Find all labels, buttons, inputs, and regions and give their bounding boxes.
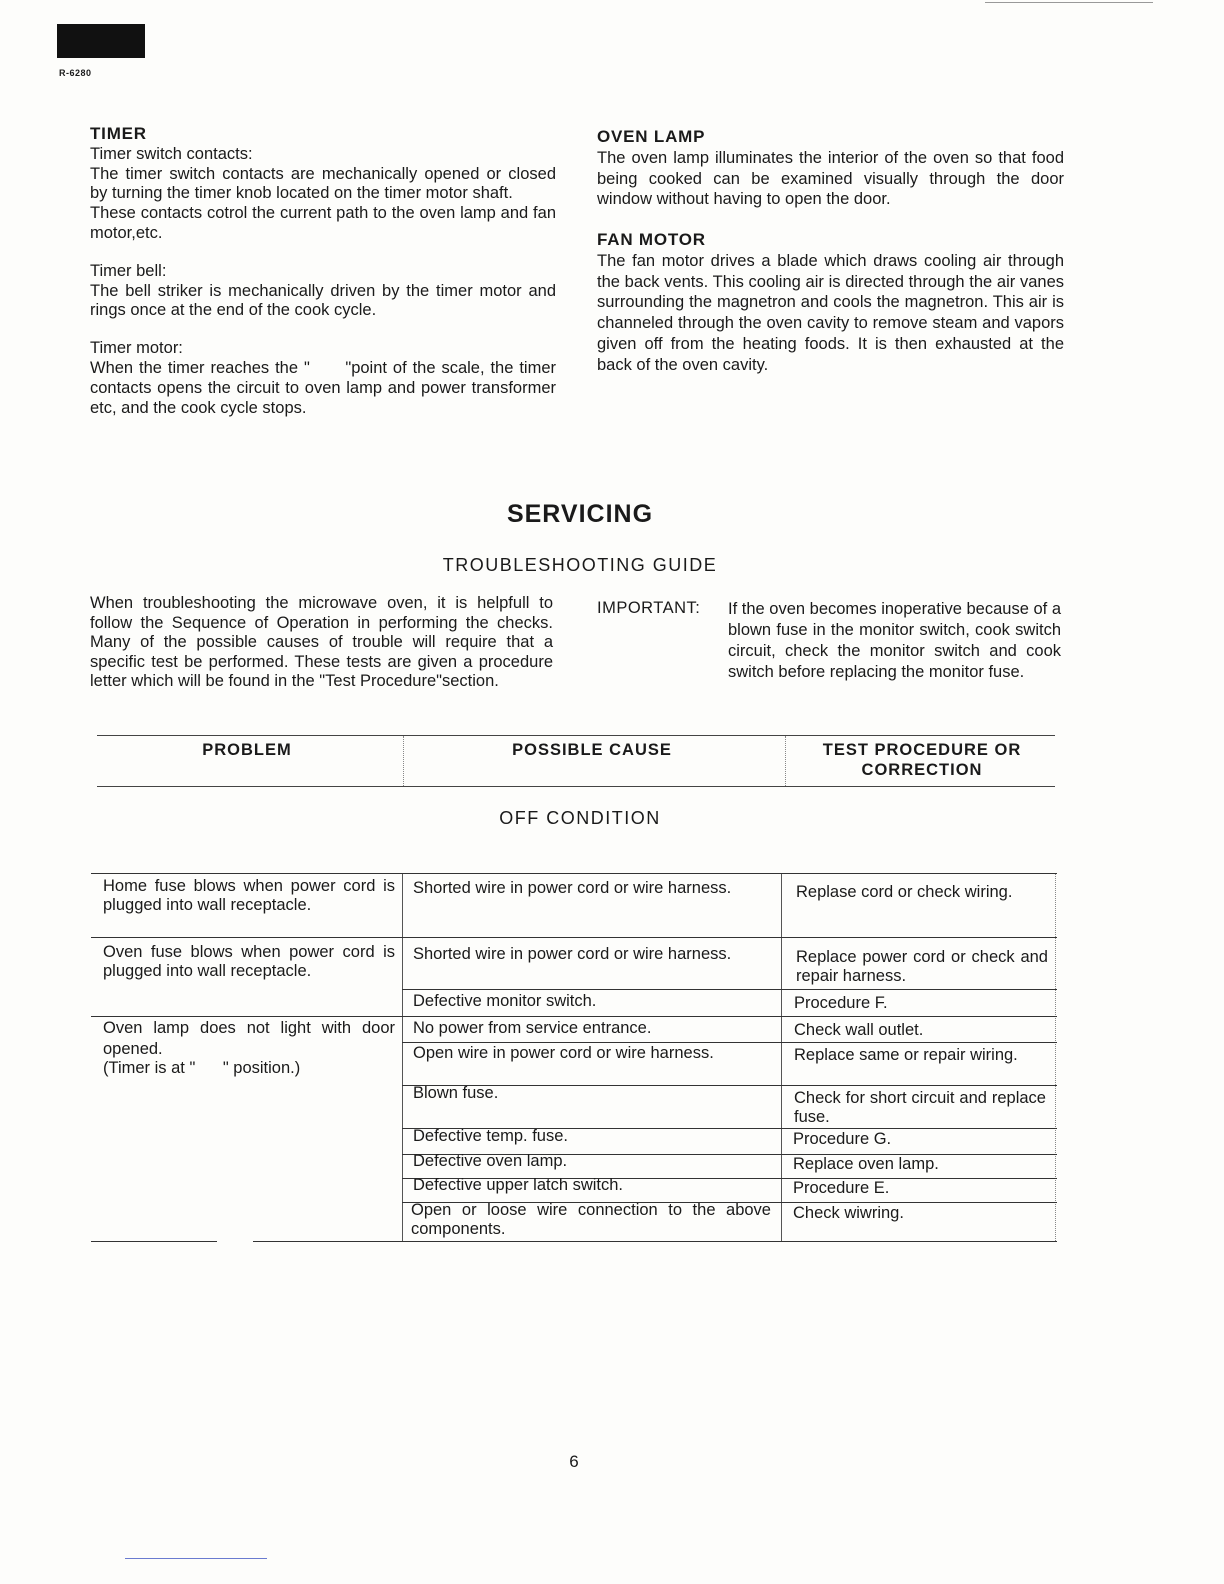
oven-lamp-text: The oven lamp illuminates the interior of the oven so that food being cooked can be examined visually through the door window without having to open the door. — [597, 148, 1064, 209]
test-row-9: Procedure E. — [793, 1179, 890, 1197]
troubleshooting-table — [91, 873, 1057, 1243]
cause-row-3: Defective monitor switch. — [413, 992, 597, 1010]
test-row-3: Procedure F. — [794, 994, 888, 1012]
fan-motor-text: The fan motor drives a blade which draws cooling air through the back vents. This cooling air is directed through the air vanes surrounding the magnetron and cools the magnetron. This air is channeled through the oven cavity to remove steam and vapors given off from the heating foods. It is then exhausted at the back of the oven cavity. — [597, 251, 1064, 374]
page-tab-marker — [57, 24, 145, 58]
problem-oven-fuse: Oven fuse blows when power cord is plugged into wall receptacle. — [103, 943, 395, 980]
cause-row-8: Defective oven lamp. — [413, 1152, 568, 1170]
timer-bell-label: Timer bell: — [90, 261, 167, 280]
timer-bell-text: The bell striker is mechanically driven by the timer motor and rings once at the end of the cook cycle. — [90, 281, 556, 320]
cause-row-2: Shorted wire in power cord or wire harness. — [413, 945, 732, 963]
test-row-6: Check for short circuit and replace fuse. — [794, 1089, 1046, 1126]
header-problem: PROBLEM — [202, 741, 292, 759]
test-row-5: Replace same or repair wiring. — [794, 1046, 1018, 1064]
test-row-1: Replase cord or check wiring. — [796, 883, 1013, 901]
oven-lamp-heading: OVEN LAMP — [597, 127, 706, 146]
timer-switch-text: The timer switch contacts are mechanically opened or closed by turning the timer knob located on the timer motor shaft. — [90, 164, 556, 203]
timer-motor-text: When the timer reaches the " "point of the scale, the timer contacts opens the circuit to oven lamp and power transformer etc, and the cook cycle stops. — [90, 358, 561, 417]
test-row-7: Procedure G. — [793, 1130, 892, 1148]
off-condition-heading: OFF CONDITION — [499, 808, 661, 828]
right-column — [597, 127, 1064, 375]
model-number: R-6280 — [59, 68, 92, 78]
important-label: IMPORTANT: — [597, 599, 701, 617]
servicing-title: SERVICING — [506, 500, 654, 528]
cause-row-10: Open or loose wire connection to the above components. — [411, 1201, 771, 1238]
header-test-procedure: TEST PROCEDURE OR CORRECTION — [822, 741, 1022, 779]
fan-motor-heading: FAN MOTOR — [597, 230, 706, 250]
left-column — [90, 124, 561, 418]
problem-oven-lamp: Oven lamp does not light with door opened. — [103, 1019, 395, 1058]
cause-row-4: No power from service entrance. — [413, 1019, 652, 1037]
cause-row-5: Open wire in power cord or wire harness. — [413, 1044, 714, 1062]
cause-row-6: Blown fuse. — [413, 1084, 499, 1102]
header-possible-cause: POSSIBLE CAUSE — [512, 741, 672, 759]
table-header — [97, 735, 1055, 787]
test-row-8: Replace oven lamp. — [793, 1155, 939, 1173]
test-row-2: Replace power cord or check and repair harness. — [796, 948, 1048, 985]
test-row-10: Check wiwring. — [793, 1204, 904, 1222]
problem-timer-position: (Timer is at " " position.) — [103, 1059, 301, 1077]
troubleshooting-intro: When troubleshooting the microwave oven, it is helpfull to follow the Sequence of Operation in performing the checks. Many of the possible causes of trouble will require that a specific test be performed. These tests are given a procedure letter which will be found in the "Test Procedure"section. — [90, 594, 553, 691]
cause-row-9: Defective upper latch switch. — [413, 1176, 624, 1194]
top-rule — [985, 2, 1153, 3]
cause-row-7: Defective temp. fuse. — [413, 1127, 568, 1145]
problem-home-fuse: Home fuse blows when power cord is plugged into wall receptacle. — [103, 877, 395, 914]
timer-heading: TIMER — [90, 124, 147, 143]
timer-switch-label: Timer switch contacts: — [90, 144, 253, 163]
troubleshooting-guide-subtitle: TROUBLESHOOTING GUIDE — [442, 555, 718, 575]
bottom-rule — [125, 1558, 267, 1559]
page-number: 6 — [569, 1452, 579, 1471]
cause-row-1: Shorted wire in power cord or wire harness. — [413, 879, 732, 897]
important-text: If the oven becomes inoperative because of a blown fuse in the monitor switch, cook switch circuit, check the monitor switch and cook switch before replacing the monitor fuse. — [728, 600, 1061, 681]
timer-motor-label: Timer motor: — [90, 339, 183, 358]
test-row-4: Check wall outlet. — [794, 1021, 924, 1039]
timer-switch-text-2: These contacts cotrol the current path to the oven lamp and fan motor,etc. — [90, 204, 556, 242]
